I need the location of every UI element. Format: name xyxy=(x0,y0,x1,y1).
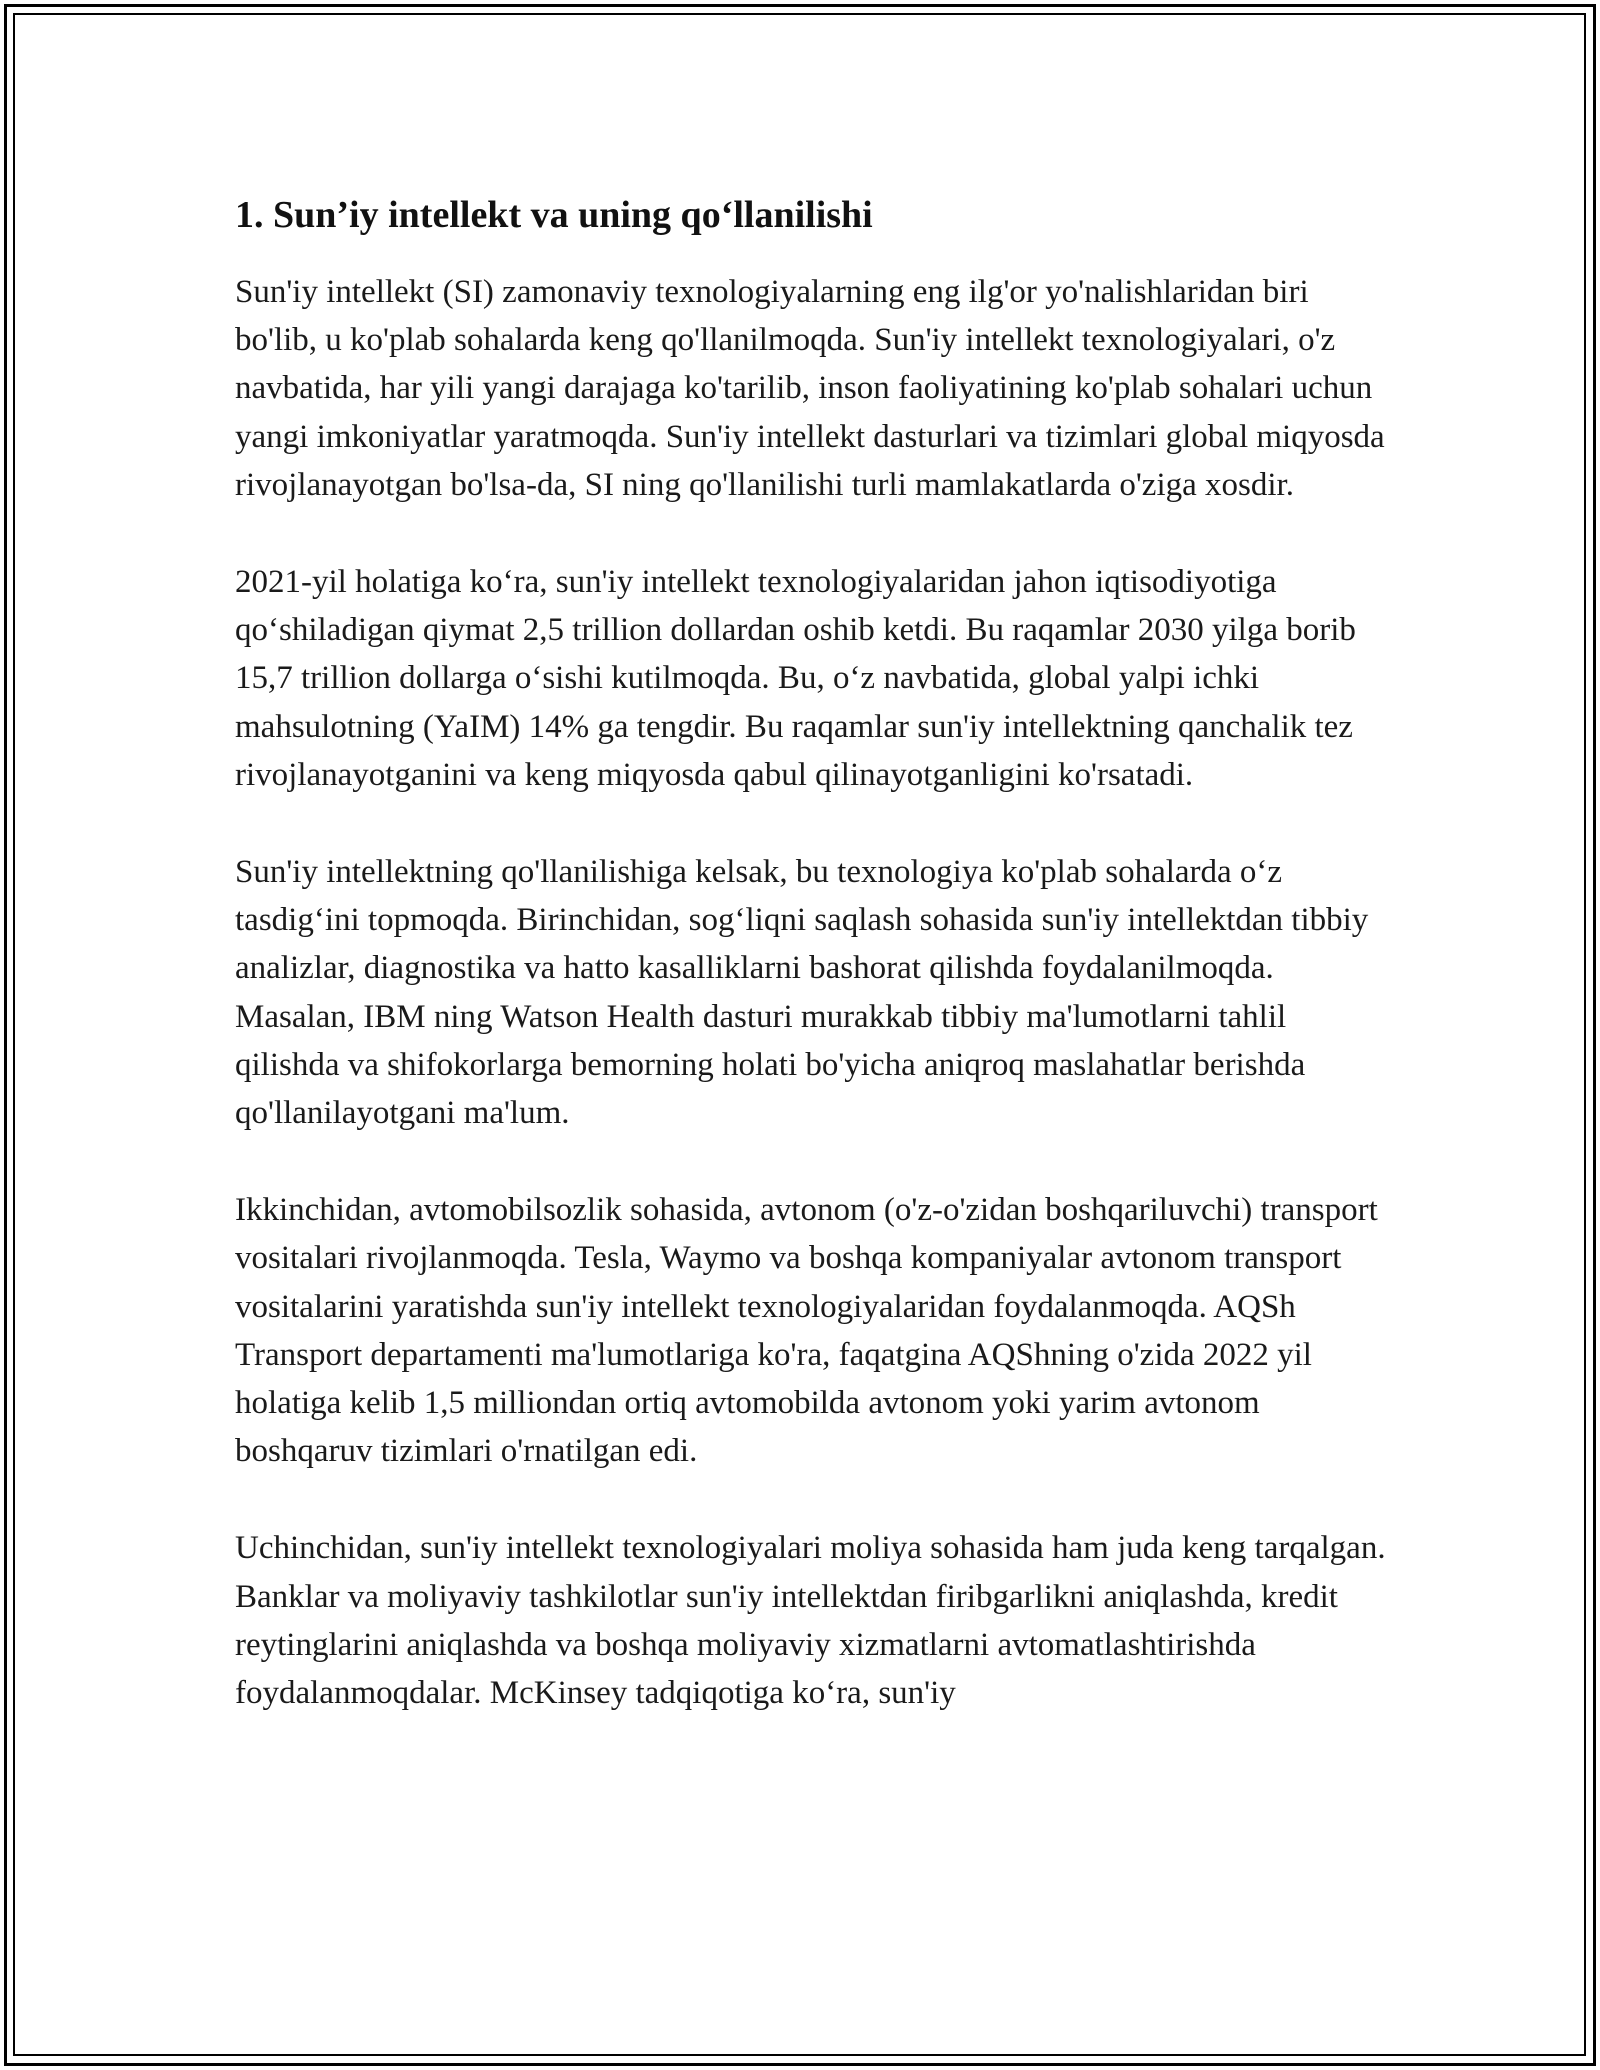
paragraph-economy: 2021-yil holatiga ko‘ra, sun'iy intellekt texnologiyalaridan jahon iqtisodiyotiga qo‘shiladigan qiymat 2,5 trillion dollardan oshib ketdi. Bu raqamlar 2030 yilga borib 15,7 trillion dollarga o‘sishi kutilmoqda. Bu, o‘z navbatida, global yalpi ichki mahsulotning (YaIM) 14% ga tengdir. Bu raqamlar sun'iy intellektning qanchalik tez rivojlanayotganini va keng miqyosda qabul qilinayotganligini ko'rsatadi. xyxy=(235,564,1356,793)
paragraph-automotive: Ikkinchidan, avtomobilsozlik sohasida, avtonom (o'z-o'zidan boshqariluvchi) transport vositalari rivojlanmoqda. Tesla, Waymo va boshqa kompaniyalar avtonom transport vositalarini yaratishda sun'iy intellekt texnologiyalaridan foydalanmoqda. AQSh Transport departamenti ma'lumotlariga ko'ra, faqatgina AQShning o'zida 2022 yil holatiga kelib 1,5 milliondan ortiq avtomobilda avtonom yoki yarim avtonom boshqaruv tizimlari o'rnatilgan edi. xyxy=(235,1192,1378,1470)
paragraph-healthcare: Sun'iy intellektning qo'llanilishiga kelsak, bu texnologiya ko'plab sohalarda o‘z tasdig‘ini topmoqda. Birinchidan, sog‘liqni saqlash sohasida sun'iy intellektdan tibbiy analizlar, diagnostika va hatto kasalliklarni bashorat qilishda foydalanilmoqda. Masalan, IBM ning Watson Health dasturi murakkab tibbiy ma'lumotlarni tahlil qilishda va shifokorlarga bemorning holati bo'yicha aniqroq maslahatlar berishda qo'llanilayotgani ma'lum. xyxy=(235,854,1369,1132)
section-heading: 1. Sun’iy intellekt va uning qo‘llanilishi xyxy=(235,194,873,236)
paragraph-finance: Uchinchidan, sun'iy intellekt texnologiyalari moliya sohasida ham juda keng tarqalgan. Banklar va moliyaviy tashkilotlar sun'iy intellektdan firibgarlikni aniqlashda, kredit reytinglarini aniqlashda va boshqa moliyaviy xizmatlarni avtomatlashtirishda foydalanmoqdalar. McKinsey tadqiqotiga ko‘ra, sun'iy xyxy=(235,1530,1386,1712)
document-body xyxy=(235,188,1395,1717)
paragraph-intro: Sun'iy intellekt (SI) zamonaviy texnologiyalarning eng ilg'or yo'nalishlaridan biri bo'lib, u ko'plab sohalarda keng qo'llanilmoqda. Sun'iy intellekt texnologiyalari, o'z navbatida, har yili yangi darajaga ko'tarilib, inson faoliyatining ko'plab sohalari uchun yangi imkoniyatlar yaratmoqda. Sun'iy intellekt dasturlari va tizimlari global miqyosda rivojlanayotgan bo'lsa-da, SI ning qo'llanilishi turli mamlakatlarda o'ziga xosdir. xyxy=(235,274,1385,503)
